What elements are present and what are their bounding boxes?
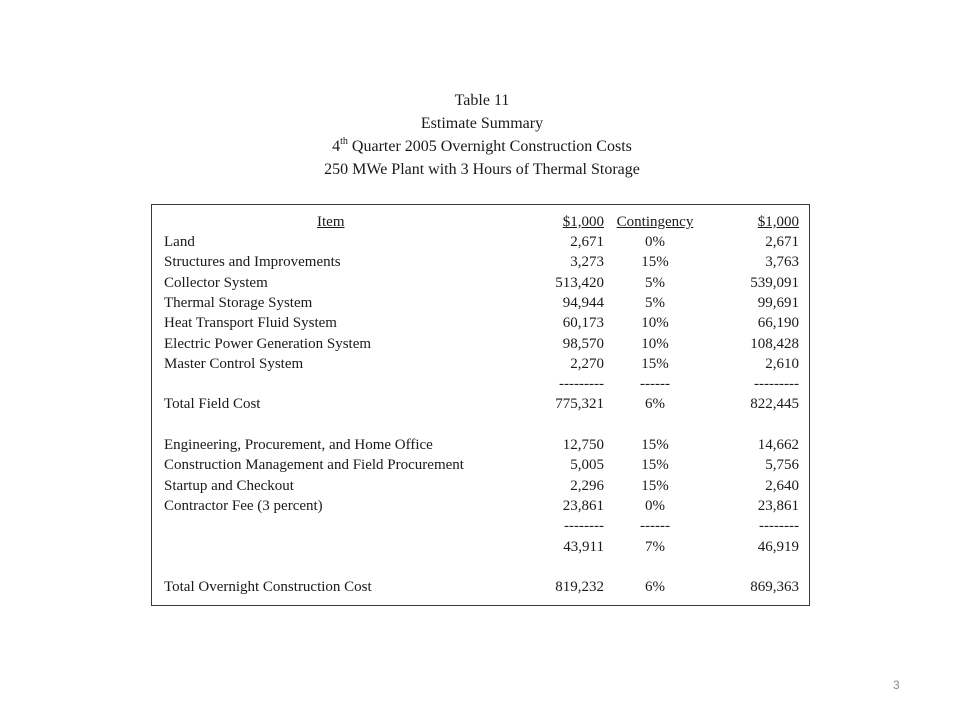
row-contingency: 15% bbox=[641, 254, 669, 271]
row-contingency: 5% bbox=[645, 294, 665, 311]
row-total: 2,610 bbox=[765, 355, 799, 372]
table-row bbox=[152, 334, 809, 354]
table-row bbox=[152, 577, 809, 597]
table-row bbox=[152, 537, 809, 557]
table-row bbox=[152, 293, 809, 313]
table-row bbox=[152, 354, 809, 374]
row-total: --------- bbox=[754, 376, 799, 393]
row-cost: --------- bbox=[559, 376, 604, 393]
table-header-row bbox=[152, 212, 809, 232]
row-cost: 2,671 bbox=[570, 234, 604, 250]
table-row bbox=[152, 476, 809, 496]
row-item: Collector System bbox=[164, 274, 268, 291]
row-cost: 94,944 bbox=[562, 294, 604, 311]
header-item: Item bbox=[317, 214, 345, 230]
row-total: 108,428 bbox=[750, 335, 799, 352]
row-contingency: 15% bbox=[641, 355, 669, 372]
table-row bbox=[152, 415, 809, 435]
table-row bbox=[152, 435, 809, 455]
table-row bbox=[152, 516, 809, 536]
row-contingency: 0% bbox=[645, 497, 665, 514]
quarter-number: 4 bbox=[332, 138, 341, 155]
row-total: 5,756 bbox=[765, 457, 799, 474]
table-row bbox=[152, 232, 809, 252]
table-row bbox=[152, 455, 809, 475]
row-contingency: 15% bbox=[641, 437, 669, 453]
row-item: Total Field Cost bbox=[164, 396, 261, 413]
row-item: Structures and Improvements bbox=[164, 254, 341, 271]
row-cost: 23,861 bbox=[562, 497, 604, 514]
row-cost: 5,005 bbox=[570, 457, 604, 474]
table-number: Table 11 bbox=[454, 92, 510, 109]
table-subtitle-plant: 250 MWe Plant with 3 Hours of Thermal Storage bbox=[324, 161, 640, 178]
row-contingency: 6% bbox=[645, 396, 665, 413]
header-contingency: Contingency bbox=[616, 214, 694, 230]
row-cost: 2,270 bbox=[570, 355, 604, 372]
row-total: 14,662 bbox=[757, 437, 799, 453]
table-row bbox=[152, 557, 809, 577]
row-total: 99,691 bbox=[757, 294, 799, 311]
table-row bbox=[152, 496, 809, 516]
header-cost: $1,000 bbox=[562, 214, 604, 230]
row-cost: 60,173 bbox=[562, 315, 604, 332]
row-contingency: ------ bbox=[640, 376, 670, 393]
row-cost: 775,321 bbox=[555, 396, 604, 413]
row-total: 66,190 bbox=[757, 315, 799, 332]
table-title: Estimate Summary bbox=[420, 115, 544, 132]
row-contingency: 15% bbox=[641, 477, 669, 494]
row-contingency: 7% bbox=[645, 538, 665, 555]
row-contingency: 15% bbox=[641, 457, 669, 474]
header-total: $1,000 bbox=[757, 214, 799, 230]
slide-page-number: 3 bbox=[893, 678, 900, 692]
quarter-ordinal: th bbox=[340, 135, 348, 147]
table-row bbox=[152, 252, 809, 272]
subtitle-period-text: Quarter 2005 Overnight Construction Costs bbox=[347, 138, 632, 155]
row-cost: 98,570 bbox=[562, 335, 604, 352]
row-item: Heat Transport Fluid System bbox=[164, 315, 337, 332]
row-cost: 513,420 bbox=[555, 274, 604, 291]
row-total: 2,671 bbox=[765, 234, 799, 250]
row-contingency: 10% bbox=[641, 315, 669, 332]
row-item: Total Overnight Construction Cost bbox=[164, 579, 372, 596]
row-total: 539,091 bbox=[750, 274, 799, 291]
estimate-table bbox=[151, 204, 810, 606]
row-item: Electric Power Generation System bbox=[164, 335, 372, 352]
row-total: 869,363 bbox=[750, 579, 799, 596]
row-cost: 3,273 bbox=[570, 254, 604, 271]
row-item: Construction Management and Field Procurement bbox=[164, 457, 464, 474]
table-title-block bbox=[0, 89, 960, 181]
row-total: 46,919 bbox=[757, 538, 799, 555]
row-item: Land bbox=[164, 234, 195, 250]
table-row bbox=[152, 273, 809, 293]
row-item: Engineering, Procurement, and Home Office bbox=[164, 437, 433, 453]
row-item: Master Control System bbox=[164, 355, 304, 372]
row-cost: 12,750 bbox=[562, 437, 604, 453]
row-contingency: ------ bbox=[640, 518, 670, 535]
row-total: 2,640 bbox=[765, 477, 799, 494]
row-contingency: 0% bbox=[645, 234, 665, 250]
table-row bbox=[152, 374, 809, 394]
table-row bbox=[152, 394, 809, 414]
row-total: 23,861 bbox=[757, 497, 799, 514]
row-cost: 819,232 bbox=[555, 579, 604, 596]
row-total: -------- bbox=[759, 518, 799, 535]
row-contingency: 5% bbox=[645, 274, 665, 291]
table-row bbox=[152, 313, 809, 333]
row-item: Thermal Storage System bbox=[164, 294, 313, 311]
row-cost: 2,296 bbox=[570, 477, 604, 494]
row-item: Contractor Fee (3 percent) bbox=[164, 497, 323, 514]
row-item: Startup and Checkout bbox=[164, 477, 294, 494]
row-contingency: 6% bbox=[645, 579, 665, 596]
row-total: 3,763 bbox=[765, 254, 799, 271]
table-subtitle-period bbox=[0, 135, 960, 158]
row-total: 822,445 bbox=[750, 396, 799, 413]
row-contingency: 10% bbox=[641, 335, 669, 352]
row-cost: -------- bbox=[564, 518, 604, 535]
row-cost: 43,911 bbox=[563, 538, 604, 555]
